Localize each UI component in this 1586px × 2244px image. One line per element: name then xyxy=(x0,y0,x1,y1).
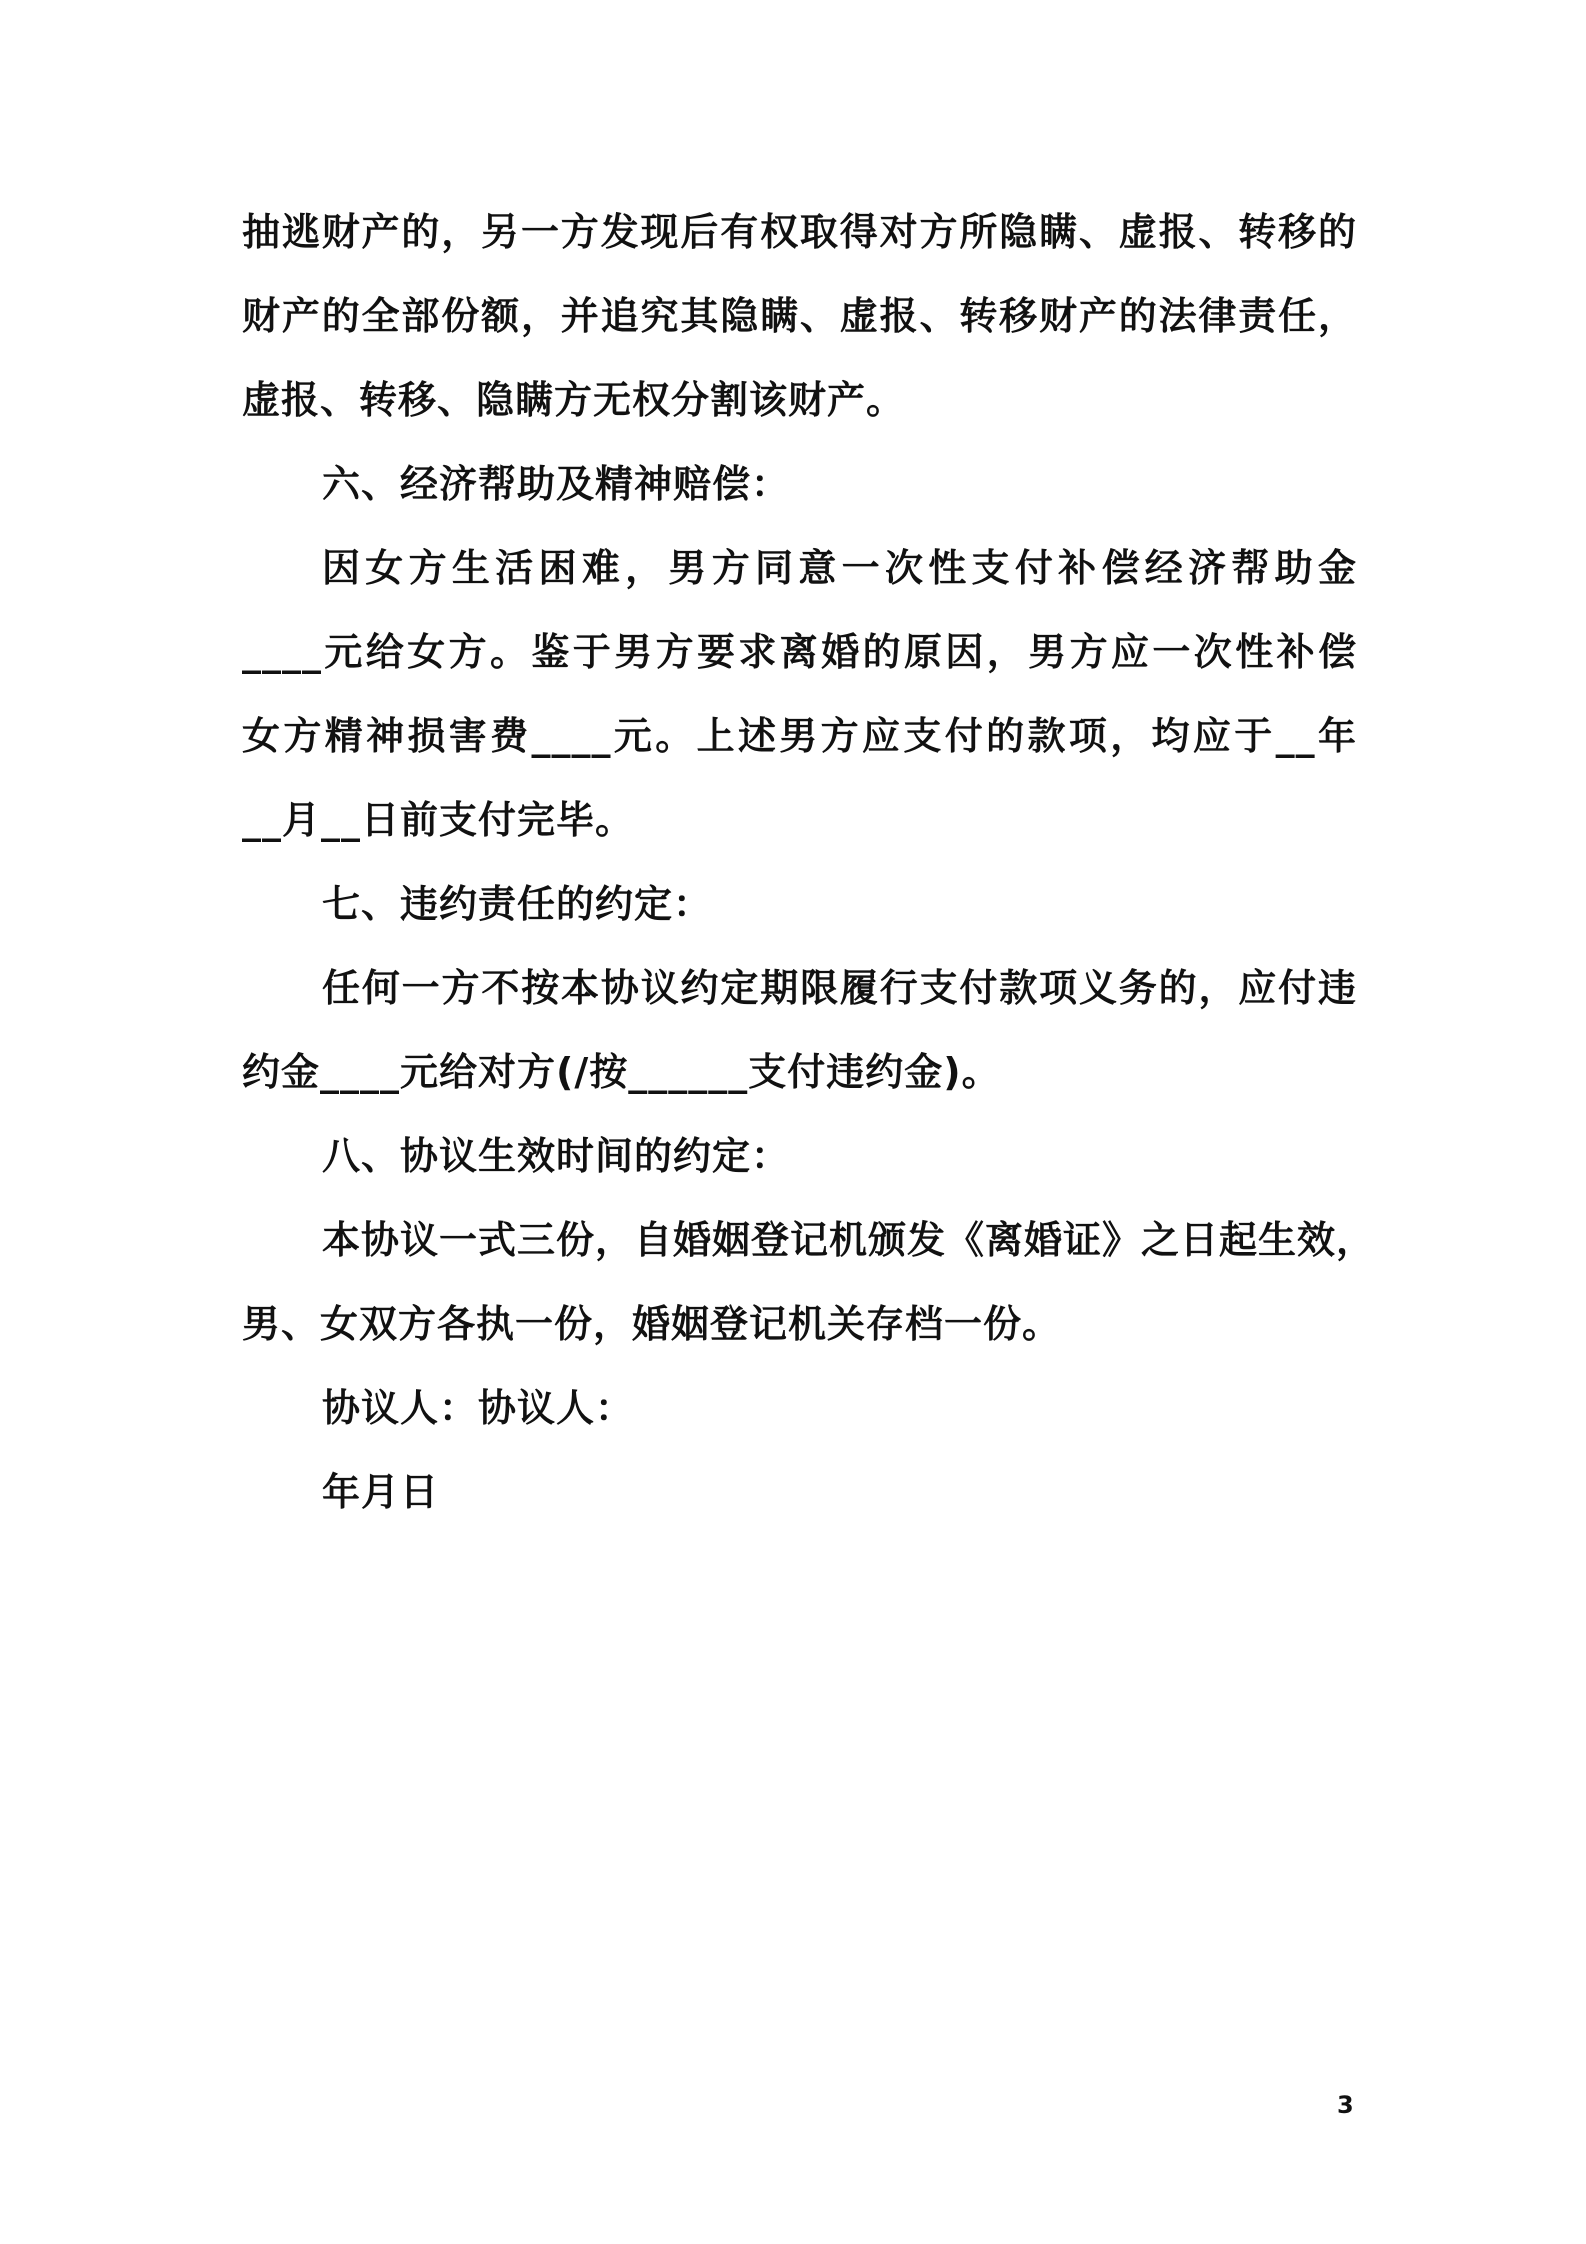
text-line: ____元给女方。鉴于男方要求离婚的原因，男方应一次性补偿 xyxy=(242,630,1357,674)
section-heading: 六、经济帮助及精神赔偿： xyxy=(322,462,791,506)
text-line: 财产的全部份额，并追究其隐瞒、虚报、转移财产的法律责任， xyxy=(242,294,1357,338)
text-line: __月__日前支付完毕。 xyxy=(242,798,635,842)
text-line: 任何一方不按本协议约定期限履行支付款项义务的，应付违 xyxy=(322,966,1357,1010)
section-heading: 八、协议生效时间的约定： xyxy=(322,1134,791,1178)
signature-line: 协议人：协议人： xyxy=(322,1386,635,1430)
date-line: 年月日 xyxy=(322,1470,440,1514)
text-line: 女方精神损害费____元。上述男方应支付的款项，均应于__年 xyxy=(242,714,1357,758)
section-heading: 七、违约责任的约定： xyxy=(322,882,713,926)
text-line: 约金____元给对方(/按______支付违约金)。 xyxy=(242,1050,1001,1094)
text-line: 因女方生活困难，男方同意一次性支付补偿经济帮助金 xyxy=(322,546,1357,590)
text-line: 男、女双方各执一份，婚姻登记机关存档一份。 xyxy=(242,1302,1062,1346)
page-number: 3 xyxy=(1337,2091,1354,2119)
text-line: 本协议一式三份，自婚姻登记机颁发《离婚证》之日起生效， xyxy=(322,1218,1376,1262)
text-line: 虚报、转移、隐瞒方无权分割该财产。 xyxy=(242,378,906,422)
text-line: 抽逃财产的，另一方发现后有权取得对方所隐瞒、虚报、转移的 xyxy=(242,210,1357,254)
document-body xyxy=(242,190,1376,1534)
